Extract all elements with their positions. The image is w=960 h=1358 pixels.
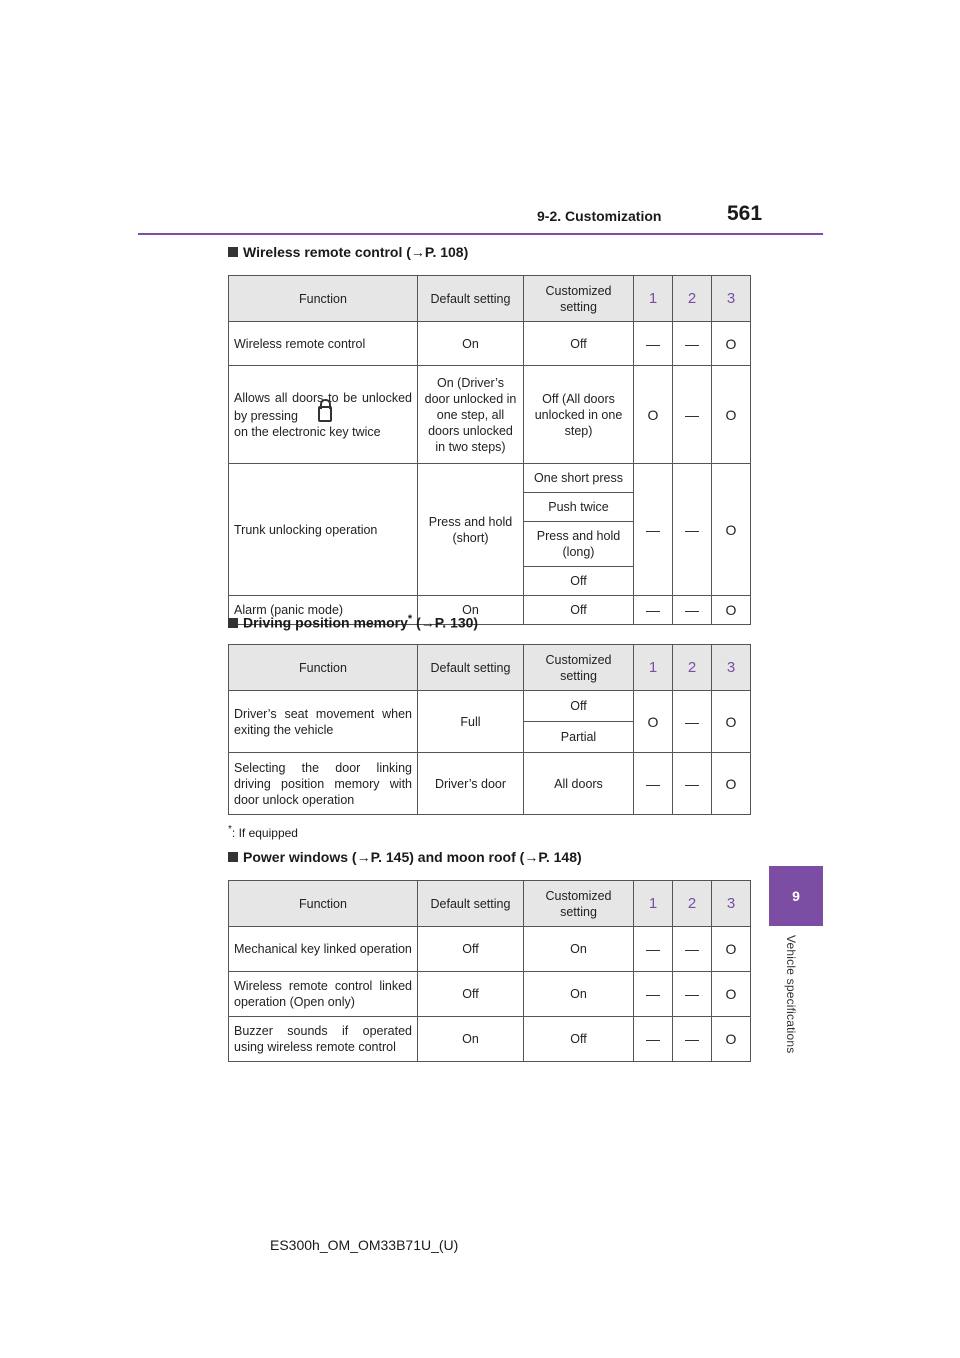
col-num-1: 1 [634,276,673,322]
col-customized: Customized setting [524,276,634,322]
section-title: 9-2. Customization [537,208,662,224]
section-heading-driving-position: Driving position memory* (→P. 130) [228,613,478,631]
function-text: Allows all doors to be unlocked by pressing [234,390,412,423]
chapter-label: Vehicle specifications [784,935,798,1054]
page-number: 561 [727,202,763,225]
bullet-square-icon [228,618,238,628]
table-header-row: Function Default setting Customized setting 1 2 3 [229,881,751,927]
wireless-remote-table [228,275,751,625]
table-row: Alarm (panic mode) On Off — — O [229,596,751,625]
table-row: Mechanical key linked operation Off On — — O [229,927,751,972]
bullet-square-icon [228,247,238,257]
header-rule [138,233,823,235]
col-num-2: 2 [673,276,712,322]
table-row: Trunk unlocking operation Press and hold (short) One short press — — O [229,464,751,493]
table-row: Allows all doors to be unlocked by pressing on the electronic key twice On (Driver’s door unlocked in one step, all doors unlocked in two steps) Off (All doors unlocked in one step) O — O [229,366,751,464]
table-subrow: Off [229,567,751,596]
table-subrow: Press and hold (long) [229,522,751,567]
bullet-square-icon [228,852,238,862]
table-row: Wireless remote control On Off — — O [229,322,751,366]
table-row: Wireless remote control linked operation (Open only) Off On — — O [229,972,751,1017]
table-row: Driver’s seat movement when exiting the vehicle Full Off O — O [229,691,751,722]
driving-position-table [228,644,751,815]
table-subrow: Push twice [229,493,751,522]
section-heading-wireless-remote: Wireless remote control (→P. 108) [228,244,468,260]
document-code: ES300h_OM_OM33B71U_(U) [270,1237,459,1253]
table-row: Buzzer sounds if operated using wireless remote control On Off — — O [229,1017,751,1062]
section-heading-power-windows: Power windows (→P. 145) and moon roof (→P. 148) [228,849,582,865]
table-header-row: Function Default setting Customized setting 1 2 3 [229,645,751,691]
col-default: Default setting [418,276,524,322]
col-function: Function [229,276,418,322]
table-row: Selecting the door linking driving position memory with door unlock operation Driver’s door All doors — — O [229,753,751,815]
col-num-3: 3 [712,276,751,322]
power-windows-table [228,880,751,1062]
unlock-icon [318,406,332,422]
table-subrow: Partial [229,722,751,753]
chapter-tab: 9 [769,866,823,926]
table-header-row [229,276,751,322]
function-suffix: on the electronic key twice [234,424,381,439]
footnote: *: If equipped [228,824,298,840]
